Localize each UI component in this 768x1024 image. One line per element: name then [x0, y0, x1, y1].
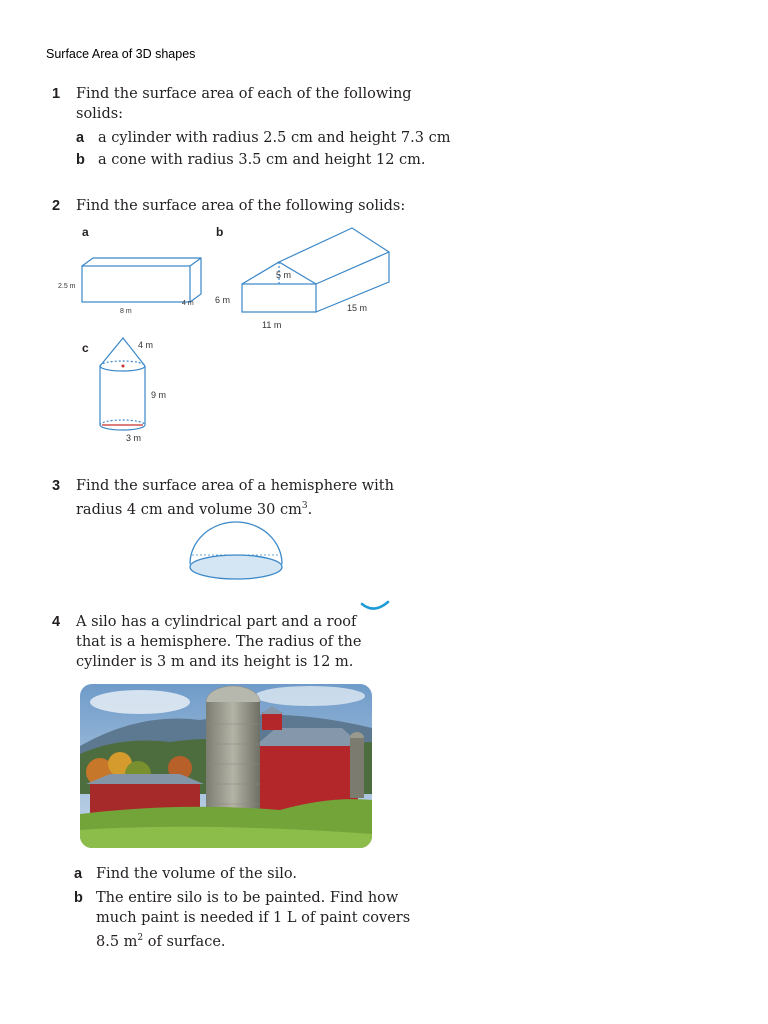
part-label: a [74, 866, 83, 882]
question-4b: b The entire silo is to be painted. Find how much paint is needed if 1 L of paint covers 8.5 $m^2$ of surface. [74, 890, 411, 950]
question-3: 3 Find the surface area of a hemisphere with radius 4 cm and volume 30 $cm^3$. [52, 478, 394, 518]
superscript: 3 [301, 501, 308, 511]
question-1a [76, 128, 450, 148]
question-1b [76, 150, 426, 170]
part-text: a cone with radius 3.5 cm and height 12 cm. [98, 152, 426, 168]
part-c-label: c [82, 341, 89, 355]
prism-diagram [210, 218, 390, 333]
dim-cone: 4 m [138, 340, 154, 350]
question-number: 2 [52, 198, 61, 214]
question-text: Find the surface area of each of the following [76, 86, 412, 102]
cone-cylinder-diagram [90, 330, 190, 445]
page-heading: Surface Area of 3D shapes [46, 47, 196, 61]
dim-depth: 4 m [182, 300, 194, 307]
part-label: a [76, 130, 85, 146]
dim-length: 15 m [347, 303, 368, 313]
question-text: Find the surface area of a hemisphere with [76, 478, 394, 494]
question-text-cont: radius 4 cm and volume 30 cm [76, 501, 302, 518]
part-label: b [76, 152, 85, 168]
part-text: a cylinder with radius 2.5 cm and height 7.3 cm [98, 130, 451, 146]
superscript: 2 [137, 933, 144, 943]
silo-farm-photo [80, 684, 372, 848]
dim-height: 2.5 m [58, 283, 76, 290]
question-2 [52, 196, 405, 216]
dim-height: 9 m [151, 390, 167, 400]
part-b-label: b [216, 225, 224, 239]
decorative-mark-icon [360, 600, 390, 614]
question-number: 4 [52, 614, 61, 630]
part-label: b [74, 890, 83, 906]
question-4: 4 A silo has a cylindrical part and a roof that is a hemisphere. The radius of the cylinder is 3 m and its height is 12 m. [52, 614, 362, 670]
part-a-label: a [82, 225, 89, 239]
question-number: 3 [52, 478, 61, 494]
question-text-cont: solids: [76, 106, 124, 122]
question-4a [74, 864, 297, 884]
hemisphere-diagram [184, 518, 288, 584]
dim-length: 8 m [120, 308, 132, 315]
dim-wall: 6 m [215, 295, 231, 305]
dim-roof: 5 m [276, 270, 292, 280]
question-text: Find the surface area of the following solids: [76, 198, 406, 214]
part-text: Find the volume of the silo. [96, 866, 297, 882]
dim-base: 3 m [126, 433, 142, 443]
question-number: 1 [52, 86, 61, 102]
question-1 [52, 84, 412, 124]
question-text: A silo has a cylindrical part and a roof [76, 614, 357, 630]
dim-width: 11 m [262, 320, 282, 330]
part-text: The entire silo is to be painted. Find how [96, 890, 399, 906]
cuboid-diagram [55, 250, 215, 320]
